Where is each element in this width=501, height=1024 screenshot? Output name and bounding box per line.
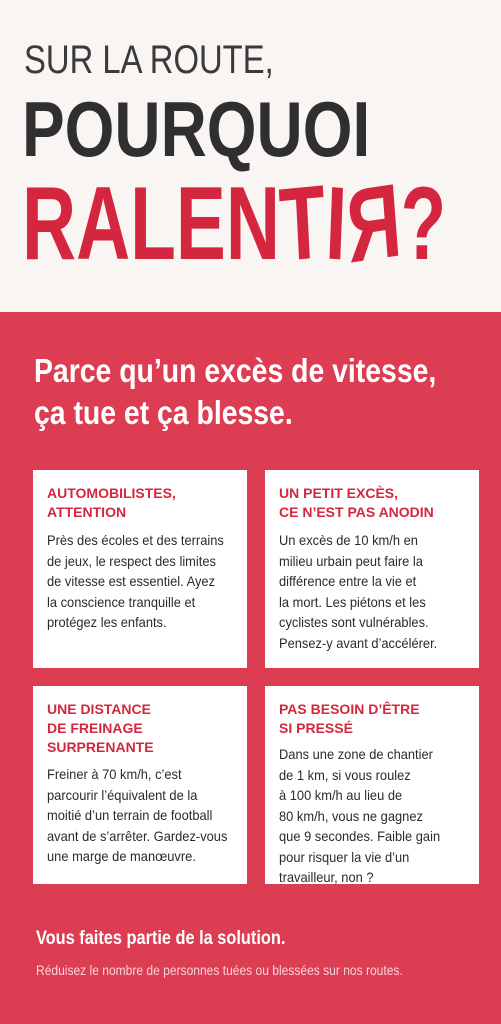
card-automobilistes: [33, 470, 247, 668]
card-title-line: ATTENTION: [47, 504, 127, 520]
card-body-line: protégez les enfants.: [47, 614, 167, 630]
ralentir-part-t: T: [277, 163, 329, 285]
card-body-line: Près des écoles et des terrains: [47, 532, 224, 548]
card-body-line: la mort. Les piétons et les: [279, 593, 426, 610]
card-body-line: moitié d’un terrain de football: [47, 807, 213, 823]
card-body-line: une marge de manœuvre.: [47, 848, 196, 864]
ralentir-part-i: I: [323, 165, 349, 283]
card-body: [279, 744, 463, 888]
footer-title: Vous faites partie de la solution.: [36, 928, 286, 949]
card-title-line: AUTOMOBILISTES,: [47, 485, 176, 501]
card-body-line: milieu urbain peut faire la: [279, 552, 423, 569]
card-distance-freinage: [33, 686, 247, 884]
card-pas-besoin: [265, 686, 479, 884]
headline-line-2: ça tue et ça blesse.: [34, 394, 293, 431]
card-title-line: UN PETIT EXCÈS,: [279, 485, 399, 501]
card-body-line: Dans une zone de chantier: [279, 746, 433, 762]
card-title-line: PAS BESOIN D’ÊTRE: [279, 701, 420, 717]
card-title-line: SI PRESSÉ: [279, 720, 353, 736]
footer-subtitle: Réduisez le nombre de personnes tuées ou blessées sur nos routes.: [36, 962, 403, 978]
ralentir-word: [22, 162, 447, 286]
card-body-line: différence entre la vie et: [279, 573, 417, 589]
headline-line-1: Parce qu’un excès de vitesse,: [34, 352, 437, 389]
card-title-line: UNE DISTANCE: [47, 701, 151, 717]
card-title-line: CE N’EST PAS ANODIN: [279, 504, 434, 520]
card-body-line: de 1 km, si vous roulez: [279, 766, 411, 783]
card-body-line: Pensez-y avant d’accélérer.: [279, 634, 438, 651]
ralentir-part-r-reversed: R: [342, 162, 405, 286]
card-body-line: que 9 secondes. Faible gain: [279, 828, 441, 844]
card-title-line: SURPRENANTE: [47, 739, 154, 755]
card-body-line: avant de s’arrêter. Gardez-vous: [47, 827, 228, 844]
card-body: [47, 530, 231, 633]
card-body-line: 80 km/h, vous ne gagnez: [279, 807, 423, 824]
card-body-line: de jeux, le respect des limites: [47, 552, 216, 569]
header-line-2: POURQUOI: [22, 85, 371, 173]
ralentir-question-mark: ?: [400, 166, 447, 282]
card-body-line: à 100 km/h au lieu de: [279, 787, 403, 803]
card-body: [279, 530, 463, 653]
card-body-line: pour risquer la vie d’un: [279, 848, 410, 865]
card-title: [279, 700, 469, 738]
card-title: [279, 484, 469, 522]
card-body-line: Freiner à 70 km/h, c’est: [47, 766, 182, 782]
card-body-line: Un excès de 10 km/h en: [279, 532, 418, 548]
header-area: [0, 0, 501, 312]
card-title: [47, 700, 237, 757]
card-body-line: travailleur, non ?: [279, 869, 374, 885]
card-title-line: DE FREINAGE: [47, 720, 143, 736]
card-body-line: cyclistes sont vulnérables.: [279, 614, 429, 630]
card-title: [47, 484, 237, 522]
card-body-line: la conscience tranquille et: [47, 593, 196, 610]
card-body: [47, 764, 231, 867]
card-petit-exces: [265, 470, 479, 668]
header-line-1: SUR LA ROUTE,: [24, 38, 274, 82]
headline: [34, 350, 438, 434]
card-body-line: de vitesse est essentiel. Ayez: [47, 573, 216, 589]
card-body-line: parcourir l’équivalent de la: [47, 786, 198, 803]
ralentir-part-ralen: RALEN: [22, 166, 280, 282]
